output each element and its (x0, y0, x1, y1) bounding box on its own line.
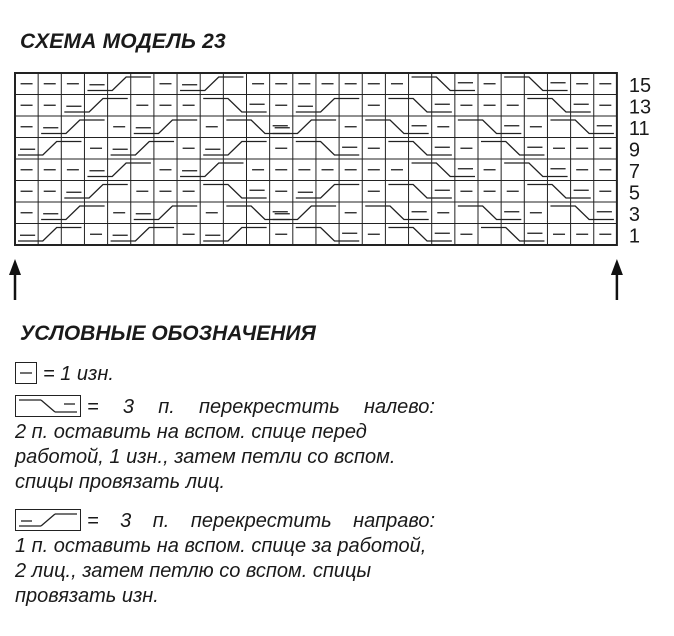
cable-right-mark (87, 163, 150, 177)
legend-cross-left-text1: = 3 п. перекрестить налево: (87, 396, 435, 418)
legend-cross-left (15, 395, 435, 495)
legend-cross-right-text1: = 3 п. перекрестить направо: (87, 510, 435, 532)
row-number-label: 1 (628, 225, 641, 248)
cable-right-mark (64, 185, 127, 199)
cable-left-mark (365, 206, 428, 220)
cable-right-mark (87, 77, 150, 91)
cable-left-mark (458, 120, 521, 134)
cable-left-mark (388, 142, 451, 156)
cable-left-mark (388, 99, 451, 113)
cable-left-mark (388, 185, 451, 199)
legend-cross-right-text2: 1 п. оставить на вспом. спице за работой, 2 лиц., затем петлю со вспом. спицы провязать изн. (15, 535, 427, 607)
cable-right-mark (18, 142, 81, 156)
cable-left-mark (412, 77, 475, 91)
purl-symbol-icon (15, 362, 37, 384)
row-number-label: 5 (628, 182, 641, 205)
cable-left-mark (481, 228, 544, 242)
row-number-label: 7 (628, 160, 641, 183)
cable-left-mark (296, 228, 359, 242)
cable-right-mark (134, 120, 197, 134)
cable-left-mark (296, 142, 359, 156)
cross-right-symbol-icon (15, 509, 81, 531)
cable-left-mark (226, 120, 289, 134)
cable-left-mark (550, 206, 613, 220)
repeat-arrow-head-icon (611, 259, 623, 275)
cable-left-mark (203, 99, 266, 113)
cable-left-mark (458, 206, 521, 220)
legend-cross-left-text2: 2 п. оставить на вспом. спице перед работой, 1 изн., затем петли со вспом. спицы провязать лиц. (15, 421, 396, 493)
cable-right-mark (180, 77, 243, 91)
cable-right-mark (111, 142, 174, 156)
cross-left-symbol-icon (15, 395, 81, 417)
cable-right-mark (134, 206, 197, 220)
row-number-label: 3 (628, 203, 641, 226)
knitting-chart-svg (0, 60, 674, 300)
cable-right-mark (296, 185, 359, 199)
cable-left-mark (481, 142, 544, 156)
cable-left-mark (527, 99, 590, 113)
cable-right-mark (41, 120, 104, 134)
cable-right-mark (273, 120, 336, 134)
cable-left-mark (504, 77, 567, 91)
cable-right-mark (111, 228, 174, 242)
legend-title: УСЛОВНЫЕ ОБОЗНАЧЕНИЯ (20, 322, 316, 345)
cable-right-mark (180, 163, 243, 177)
legend-cross-left-line1 (15, 395, 435, 420)
repeat-arrow-head-icon (9, 259, 21, 275)
cable-right-mark (273, 206, 336, 220)
cable-left-mark (388, 228, 451, 242)
knitting-chart (0, 60, 674, 300)
cable-right-mark (203, 142, 266, 156)
cable-left-mark (527, 185, 590, 199)
legend-cross-right-line1 (15, 509, 435, 534)
legend-cross-right (15, 509, 435, 609)
legend-purl-text: = 1 изн. (43, 363, 114, 385)
legend-purl (15, 362, 435, 387)
cable-right-mark (41, 206, 104, 220)
row-number-label: 11 (628, 117, 650, 140)
cable-left-mark (226, 206, 289, 220)
row-number-label: 15 (628, 74, 652, 97)
cable-left-mark (203, 185, 266, 199)
cable-left-mark (504, 163, 567, 177)
cable-right-mark (64, 99, 127, 113)
cable-right-mark (18, 228, 81, 242)
cable-right-mark (296, 99, 359, 113)
cable-left-mark (365, 120, 428, 134)
row-number-label: 9 (628, 139, 641, 162)
row-number-label: 13 (628, 96, 652, 119)
cable-right-mark (203, 228, 266, 242)
cable-left-mark (550, 120, 613, 134)
cable-left-mark (412, 163, 475, 177)
chart-title: СХЕМА МОДЕЛЬ 23 (20, 30, 226, 53)
